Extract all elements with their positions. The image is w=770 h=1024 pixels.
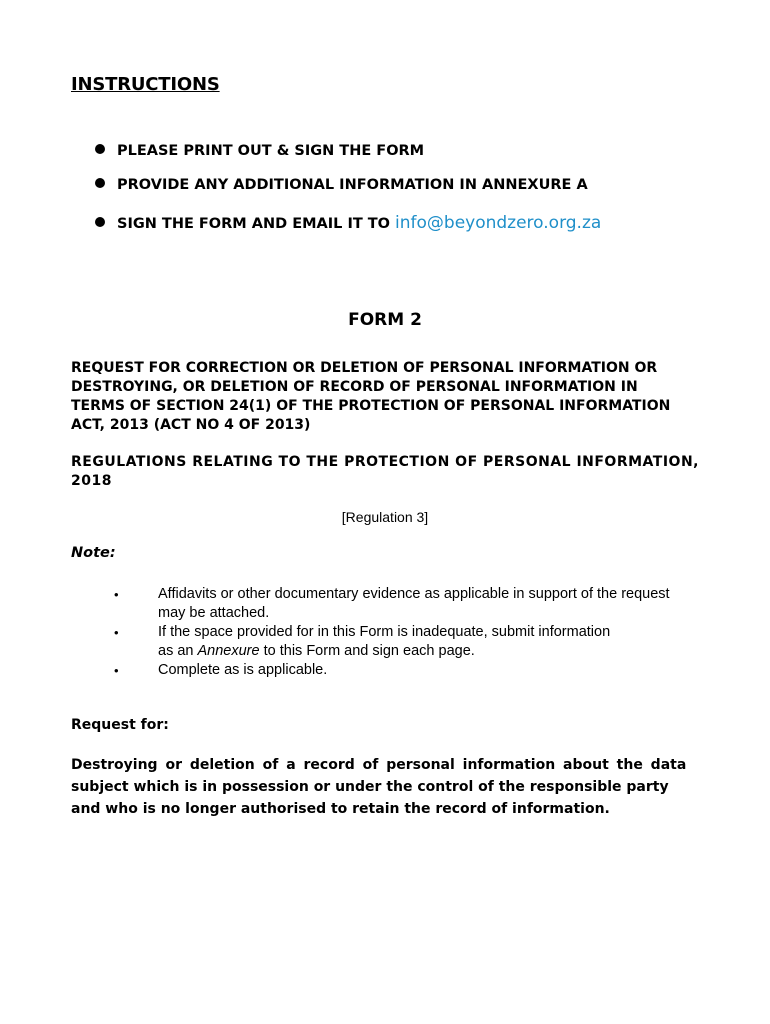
notes-list xyxy=(114,585,714,680)
request-title-line: ACT, 2013 (ACT NO 4 OF 2013) xyxy=(71,417,311,433)
instructions-heading: INSTRUCTIONS xyxy=(71,74,220,95)
note-line: may be attached. xyxy=(158,605,270,621)
regulations-title-line: 2018 xyxy=(71,473,112,489)
request-title-line: REQUEST FOR CORRECTION OR DELETION OF PERSONAL INFORMATION OR xyxy=(71,360,658,376)
email-link[interactable]: info@beyondzero.org.za xyxy=(395,213,602,233)
note-label: Note: xyxy=(71,545,116,561)
bullet-icon: • xyxy=(114,663,119,678)
bullet-icon xyxy=(95,144,105,154)
instruction-item xyxy=(95,213,601,233)
bullet-icon: • xyxy=(114,587,119,602)
instruction-text: SIGN THE FORM AND EMAIL IT TO xyxy=(117,216,391,232)
note-item xyxy=(114,661,714,680)
bullet-icon: • xyxy=(114,625,119,640)
request-for-line: Destroying or deletion of a record of personal information about the data xyxy=(71,757,687,773)
request-title-line: TERMS OF SECTION 24(1) OF THE PROTECTION OF PERSONAL INFORMATION xyxy=(71,398,671,414)
request-for-label: Request for: xyxy=(71,717,169,733)
request-for-description xyxy=(71,754,687,820)
regulation-reference: [Regulation 3] xyxy=(341,509,429,525)
bullet-icon xyxy=(95,217,105,227)
note-line: Affidavits or other documentary evidence as applicable in support of the request xyxy=(158,586,670,602)
instruction-text: PROVIDE ANY ADDITIONAL INFORMATION IN ANNEXURE A xyxy=(117,177,588,193)
request-title xyxy=(71,359,671,435)
request-for-line: subject which is in possession or under the control of the responsible party xyxy=(71,779,669,795)
regulations-title-line: REGULATIONS RELATING TO THE PROTECTION OF PERSONAL INFORMATION, xyxy=(71,454,699,470)
note-line: Complete as is applicable. xyxy=(158,662,328,678)
note-text: to this Form and sign each page. xyxy=(259,643,475,659)
annexure-emphasis: Annexure xyxy=(197,643,260,659)
instruction-item xyxy=(95,143,424,159)
regulations-title xyxy=(71,453,701,491)
note-item xyxy=(114,585,714,623)
instruction-item xyxy=(95,177,588,193)
request-title-line: DESTROYING, OR DELETION OF RECORD OF PERSONAL INFORMATION IN xyxy=(71,379,638,395)
note-line xyxy=(158,642,714,661)
bullet-icon xyxy=(95,178,105,188)
note-text: as an xyxy=(158,643,198,659)
instruction-text: PLEASE PRINT OUT & SIGN THE FORM xyxy=(117,143,425,159)
note-item xyxy=(114,623,714,661)
note-line: If the space provided for in this Form is inadequate, submit information xyxy=(158,624,611,640)
form-title: FORM 2 xyxy=(348,310,422,330)
request-for-line: and who is no longer authorised to retain the record of information. xyxy=(71,801,610,817)
